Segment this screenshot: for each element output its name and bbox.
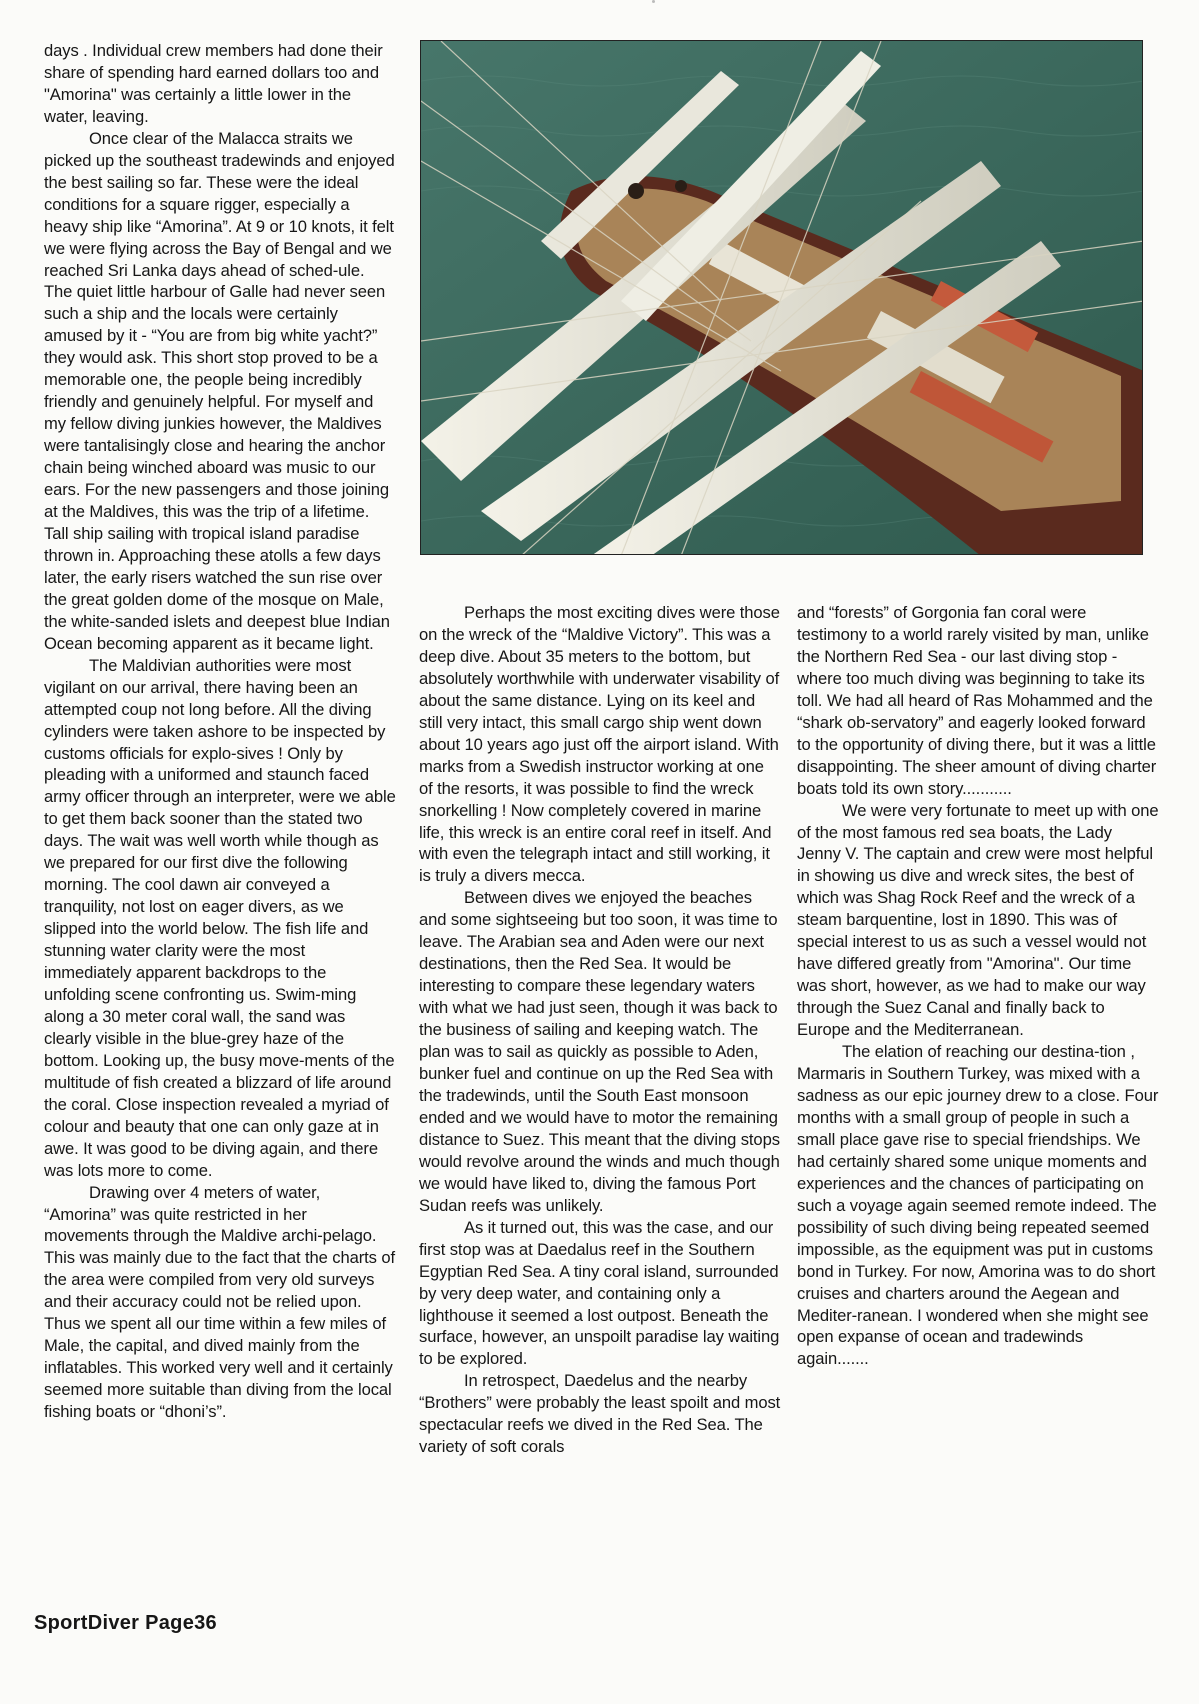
paragraph: and “forests” of Gorgonia fan coral were testimony to a world rarely visited by man, unlike the Northern Red Sea - our last diving stop - where too much diving was beginning to take its toll. We had all heard of Ras Mohammed and the “shark ob-servatory” and eagerly looked forward to the opportunity of diving there, but it was a little disappointing. The sheer amount of diving charter boats told its own story........... (797, 603, 1157, 798)
paragraph: Between dives we enjoyed the beaches and some sightseeing but too soon, it was time to leave. The Arabian sea and Aden were our next destinations, then the Red Sea. It would be interesting to compare these legendary waters with what we had just seen, though it was back to the business of sailing and keeping watch. The plan was to sail as quickly as possible to Aden, bunker fuel and continue on up the Red Sea with the tradewinds, until the South East monsoon ended and we would have to motor the remaining distance to Suez. This meant that the diving stops would revolve around the winds and much though we would have liked to, diving the famous Port Sudan reefs was unlikely. (419, 888, 780, 1215)
paragraph: Once clear of the Malacca straits we picked up the southeast tradewinds and enjoyed the best sailing so far. These were the ideal conditions for a square rigger, especially a heavy ship like “Amorina”. At 9 or 10 knots, it felt we were flying across the Bay of Bengal and we reached Sri Lanka days ahead of sched-ule. The quiet little harbour of Galle had never seen such a ship and the locals were certainly amused by it - “You are from big white yacht?” they would ask. This short stop proved to be a memorable one, the people being incredibly friendly and genuinely helpful. For myself and my fellow diving junkies however, the Maldives were tantalisingly close and hearing the anchor chain being winched aboard was music to our ears. For the new passengers and those joining at the Maldives, this was the trip of a lifetime. Tall ship sailing with tropical island paradise thrown in. Approaching these atolls a few days later, the early risers watched the sun rise over the great golden dome of the mosque on Male, the white-sanded islets and deepest blue Indian Ocean becoming apparent as it became light. (44, 128, 395, 653)
page-footer (34, 1612, 217, 1635)
publication-name: SportDiver (34, 1612, 140, 1634)
paragraph: The elation of reaching our destina-tion , Marmaris in Southern Turkey, was mixed with a sadness as our epic journey drew to a close. Four months with a small group of people in such a small place gave rise to special friendships. We had certainly shared some unique moments and experiences and the chances of participating on such a voyage again seemed remote indeed. The possibility of such diving being repeated seemed impossible, as the equipment was put in customs bond in Turkey. For now, Amorina was to do short cruises and charters around the Aegean and Mediter-ranean. I wondered when she might see open expanse of ocean and tradewinds again....... (797, 1042, 1159, 1369)
article-column-2 (419, 602, 781, 1458)
paragraph: days . Individual crew members had done their share of spending hard earned dollars too and "Amorina" was certainly a little lower in the water, leaving. (44, 41, 383, 126)
paragraph: Perhaps the most exciting dives were those on the wreck of the “Maldive Victory”. This was a deep dive. About 35 meters to the bottom, but absolutely worthwhile with underwater visability of about the same distance. Lying on its keel and still very intact, this small cargo ship went down about 10 years ago just off the airport island. With marks from a Swedish instructor working at one of the resorts, it was possible to find the wreck snorkelling ! Now completely covered in marine life, this wreck is an entire coral reef in itself. And with even the telegraph intact and still working, it is truly a divers mecca. (419, 603, 780, 886)
paragraph: The Maldivian authorities were most vigilant on our arrival, there having been an attempted coup not long before. All the diving cylinders were taken ashore to be inspected by customs officials for explo-sives ! Only by pleading with a uniformed and staunch faced army officer through an interpreter, were we able to get them back sooner than the stated two days. The wait was well worth while though as we prepared for our first dive the following morning. The cool dawn air conveyed a tranquility, not lost on eager divers, as we slipped into the world below. The fish life and stunning water clarity were the most immediately apparent backdrops to the unfolding scene confronting us. Swim-ming along a 30 meter coral wall, the sand was clearly visible in the blue-grey haze of the bottom. Looking up, the busy move-ments of the multitude of fish created a blizzard of life around the coral. Close inspection revealed a myriad of colour and beauty that one can only gaze at in awe. It was good to be diving again, and there was lots more to come. (44, 655, 396, 1180)
paragraph: Drawing over 4 meters of water, “Amorina” was quite restricted in her movements through the Maldive archi-pelago. This was mainly due to the fact that the charts of the area were compiled from very old surveys and their accuracy could not be relied upon. Thus we spent all our time within a few miles of Male, the capital, and dived mainly from the inflatables. This worked very well and it certainly seemed more suitable than diving from the local fishing boats or “dhoni’s”. (44, 1182, 396, 1422)
paragraph: We were very fortunate to meet up with one of the most famous red sea boats, the Lady Jenny V. The captain and crew were most helpful in showing us dive and wreck sites, the best of which was Shag Rock Reef and the wreck of a steam barquentine, lost in 1890. This was of special interest to us as such a vessel would not have differed greatly from "Amorina". Our time was short, however, as we had to make our way through the Suez Canal and finally back to Europe and the Mediterranean. (797, 800, 1159, 1040)
paragraph: As it turned out, this was the case, and our first stop was at Daedalus reef in the Southern Egyptian Red Sea. A tiny coral island, surrounded by very deep water, and containing only a lighthouse it seemed a lost outpost. Beneath the surface, however, an unspoilt paradise lay waiting to be explored. (419, 1217, 780, 1369)
page-speck (652, 0, 655, 3)
page-label: Page (145, 1612, 195, 1634)
article-column-1 (44, 40, 396, 1423)
article-column-3 (797, 602, 1159, 1370)
ship-aerial-photo (420, 40, 1143, 555)
page-number: 36 (194, 1612, 217, 1634)
paragraph: In retrospect, Daedelus and the nearby “Brothers” were probably the least spoilt and most spectacular reefs we dived in the Red Sea. The variety of soft corals (419, 1371, 781, 1457)
